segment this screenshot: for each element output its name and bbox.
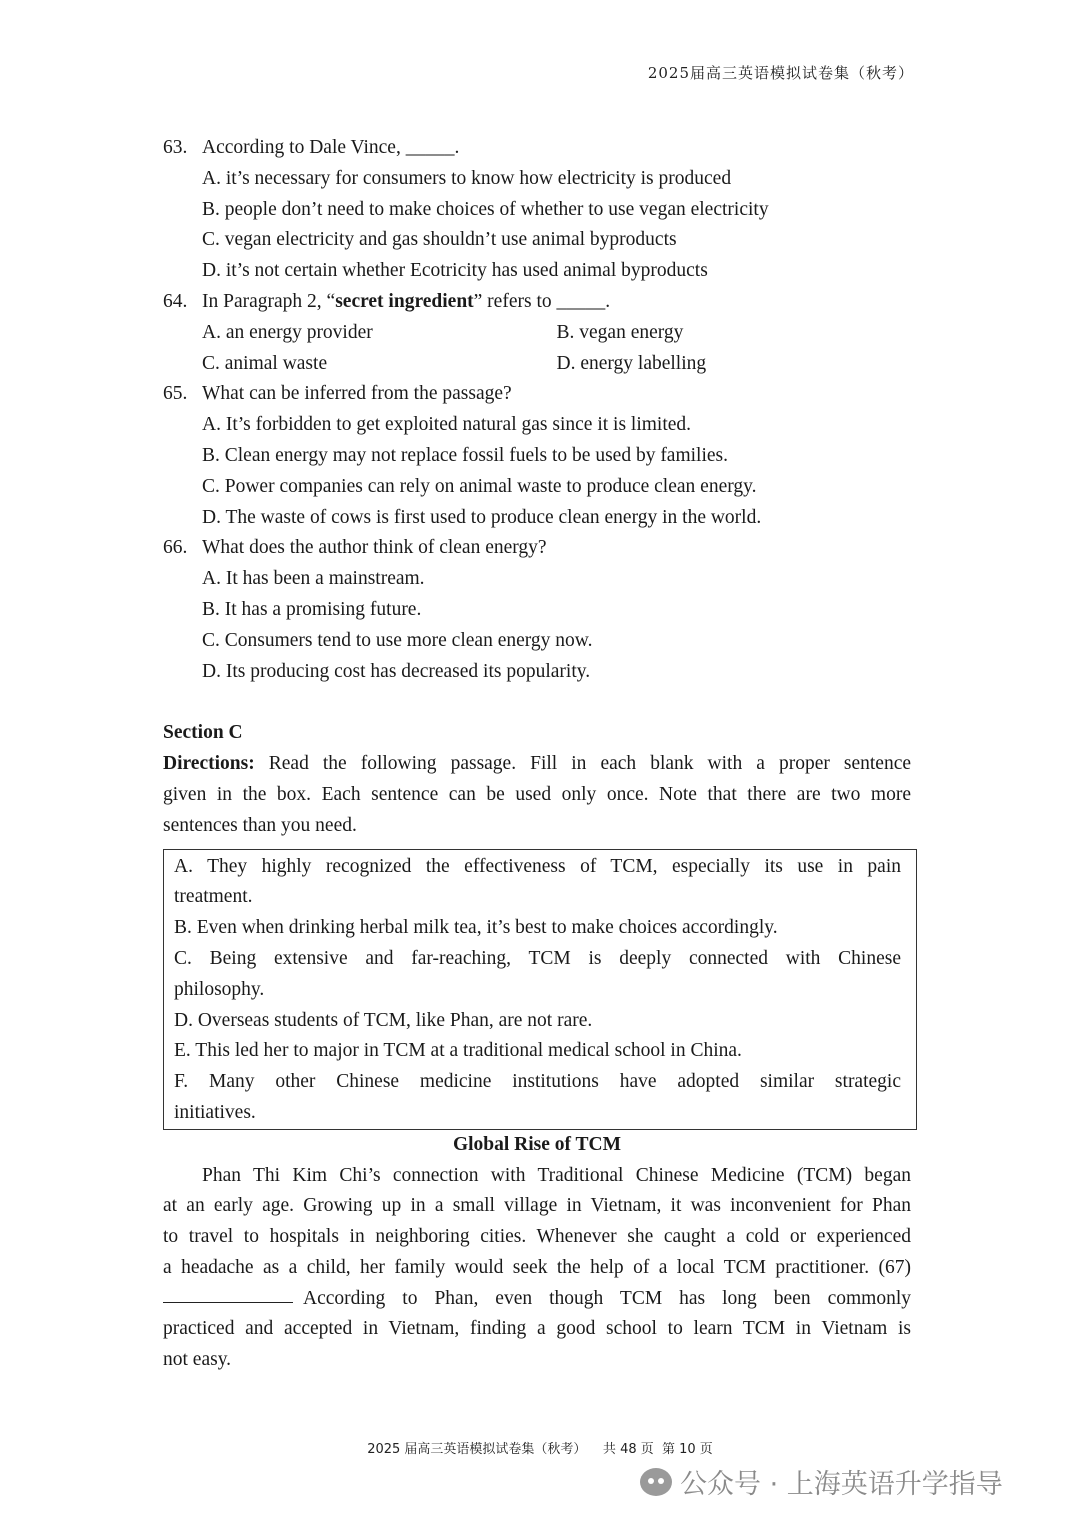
option: A. It’s forbidden to get exploited natural gas since it is limited.	[202, 414, 692, 436]
directions-line: given in the box. Each sentence can be used only once. Note that there are two more	[163, 783, 911, 805]
box-line: F. Many other Chinese medicine institutions have adopted similar strategic	[174, 1071, 901, 1093]
option: B. vegan energy	[556, 321, 684, 343]
watermark	[640, 1462, 1003, 1501]
box-line: philosophy.	[174, 978, 265, 1000]
option-row	[163, 349, 911, 380]
option: D. The waste of cows is first used to produce clean energy in the world.	[202, 506, 762, 528]
box-line: initiatives.	[174, 1101, 256, 1123]
page-footer: 2025 届高三英语模拟试卷集（秋考） 共 48 页 第 10 页	[367, 1442, 713, 1457]
question-63: 63. According to Dale Vince, _____.	[163, 137, 460, 158]
option: B. people don’t need to make choices of whether to use vegan electricity	[202, 198, 769, 220]
wechat-icon	[640, 1468, 672, 1496]
spacer	[163, 687, 911, 718]
option: A. It has been a mainstream.	[202, 568, 425, 590]
section-title: Section C	[163, 722, 243, 744]
passage-line: to travel to hospitals in neighboring cities. Whenever she caught a cold or experienced	[163, 1226, 911, 1248]
option: A. it’s necessary for consumers to know how electricity is produced	[202, 167, 732, 189]
directions-line: Directions: Read the following passage. Fill in each blank with a proper sentence	[163, 753, 912, 775]
option: C. vegan electricity and gas shouldn’t use animal byproducts	[202, 229, 677, 251]
question-65: 65. What can be inferred from the passage?	[163, 383, 512, 405]
page-header: 2025届高三英语模拟试卷集（秋考）	[647, 64, 914, 82]
option-row	[163, 318, 911, 349]
box-line: B. Even when drinking herbal milk tea, it’s best to make choices accordingly.	[174, 917, 778, 939]
page-content	[163, 133, 911, 1376]
question-66: 66. What does the author think of clean energy?	[163, 537, 547, 559]
option: B. Clean energy may not replace fossil fuels to be used by families.	[202, 444, 729, 466]
passage-title: Global Rise of TCM	[452, 1133, 622, 1155]
question-64: 64. In Paragraph 2, “secret ingredient” refers to _____.	[163, 290, 611, 312]
answer-blank	[163, 1284, 293, 1303]
option: D. it’s not certain whether Ecotricity has used animal byproducts	[202, 260, 708, 282]
option: C. Power companies can rely on animal waste to produce clean energy.	[202, 475, 757, 497]
option: C. Consumers tend to use more clean energy now.	[202, 629, 593, 651]
box-line: E. This led her to major in TCM at a traditional medical school in China.	[174, 1040, 742, 1062]
box-line: D. Overseas students of TCM, like Phan, are not rare.	[174, 1009, 593, 1031]
passage-line: practiced and accepted in Vietnam, finding a good school to learn TCM in Vietnam is	[163, 1318, 911, 1340]
option: A. an energy provider	[202, 321, 373, 343]
directions-line: sentences than you need.	[163, 814, 357, 836]
watermark-text: 公众号 · 上海英语升学指导	[680, 1469, 1003, 1500]
sentence-box	[163, 849, 917, 1130]
option: D. Its producing cost has decreased its popularity.	[202, 660, 591, 682]
box-line: C. Being extensive and far-reaching, TCM is deeply connected with Chinese	[174, 947, 901, 969]
passage-line: at an early age. Growing up in a small village in Vietnam, it was inconvenient for Phan	[163, 1195, 911, 1217]
passage-line: a headache as a child, her family would seek the help of a local TCM practitioner. (67)	[163, 1256, 911, 1278]
box-line: treatment.	[174, 886, 253, 908]
passage-line: Phan Thi Kim Chi’s connection with Traditional Chinese Medicine (TCM) began	[202, 1164, 911, 1186]
passage-line: According to Phan, even though TCM has long been commonly	[163, 1284, 911, 1315]
option: C. animal waste	[202, 352, 328, 374]
option: B. It has a promising future.	[202, 598, 422, 620]
passage-line: not easy.	[163, 1349, 232, 1371]
box-line: A. They highly recognized the effectiveness of TCM, especially its use in pain	[174, 855, 901, 877]
option: D. energy labelling	[556, 352, 707, 374]
